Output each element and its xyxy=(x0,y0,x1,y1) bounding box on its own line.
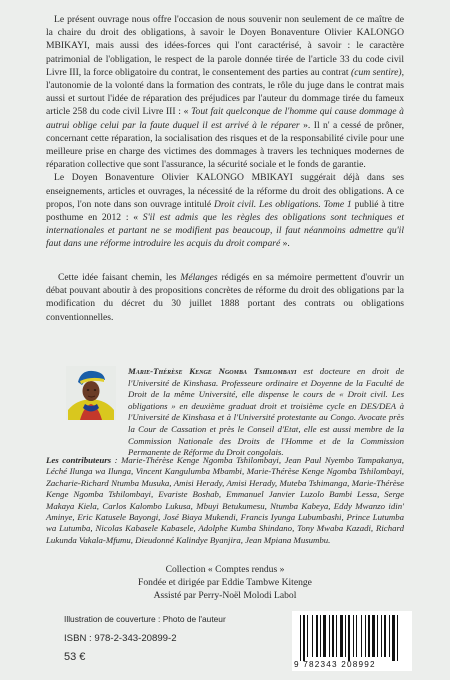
barcode-bar xyxy=(348,615,350,661)
isbn: ISBN : 978-2-343-20899-2 xyxy=(64,633,177,644)
latin-term: (cum sentire) xyxy=(351,66,402,78)
intro-text xyxy=(46,13,404,251)
intro-paragraph-1 xyxy=(46,13,404,171)
author-portrait-image xyxy=(66,366,116,420)
barcode-bar xyxy=(312,615,313,657)
text-run: , mais aussi des idées-forces qui l'ont caractérisé, à savoir : le caractère patrimonial de l'obligation, le respect de la parole donnée tirée de l'article 33 du code civil Livre III, la force obligatoire du contrat, le consentement des parties au contrat xyxy=(46,40,404,78)
barcode-bar xyxy=(368,615,370,657)
barcode-bar xyxy=(336,615,337,657)
contributors xyxy=(46,455,404,546)
bio-text: est docteure en droit de l'Université de Kinshasa. Professeure ordinaire et Doyenne de la Faculté de Droit de la même Université, elle dispense le cours de « Droit civil. Les obligations » en deuxième graduat droit et troisième cycle en DES/DEA à l'Université de Kinshasa et à l'Université protestante au Congo. Avocate près la Cour de Cassation et près le Conseil d'Etat, elle est aussi membre de la Commission Nationale des Droits de l'Homme et de la Commission Permanente de Réforme du Droit congolais. xyxy=(128,366,404,458)
honoree-name: KALONGO MBIKAYI xyxy=(196,172,293,184)
barcode-digits: 9 782343 208992 xyxy=(294,660,376,669)
barcode-bar xyxy=(389,615,390,657)
barcode-bar xyxy=(345,615,346,657)
barcode-bar xyxy=(307,615,308,657)
author-bio xyxy=(128,366,404,459)
barcode-bar xyxy=(372,615,375,657)
book-quote: S'il est admis que les règles des obligations sont techniques et internationales et partant ne se modifient pas beaucoup, il faut néanmoins admettre qu'il faut dans une réforme introduire les acquis du droit comparé xyxy=(46,212,404,250)
contributors-list: : Marie-Thérèse Kenge Ngomba Tshilombayi, Jean Paul Nyembo Tampakanya, Léché Ilunga wa Ilunga, Vincent Kangulumba Mbambi, Marie-Thérèse Kenge Ngomba Tshilombayi, Zacharie-Richard Ntumba Musuka, Amisi Herady, Amisi Herady, Muteba Tshimanga, Marie-Thérèse Kenge Ngomba Tshilombayi, Evariste Boshab, Emmanuel Janvier Luzolo Bambi Lessa, Serge Makaya Kiela, Carlos Kalombo Lukusa, Mbuyi Betukumesu, Ntumba Kabeya, Eddy Mwanzo idin' Aminye, Eric Katusele Bayongi, José Biaya Mukendi, Francis Iyunga Lubumbashi, Prince Lutumba wa Lutumba, Nicolas Kabasele Kabasele, Adolphe Kumba Shindano, Tony Mwaba Kazadi, Richard Lukunda Vakala-Mfumu, Dieudonné Kalindye Byanjira, Jean Mpiana Musumbu. xyxy=(46,455,404,545)
text-run: , l'autonomie de la volonté dans la formation des contrats, le rôle du juge dans le contrat mais aussi et surtout l'idée de réparation des préjudices par l'auteur du dommage tirée du fameux article 258 du code civil Livre III : « xyxy=(46,66,404,118)
text-run: Le présent ouvrage nous offre l'occasion de nous souvenir non seulement de ce maître de la chaire du droit des obligations, à savoir le Doyen Bonaventure Olivier xyxy=(46,14,404,39)
price: 53 € xyxy=(64,651,86,663)
text-run: rédigés en sa mémoire permettent d'ouvrir un débat pouvant aboutir à des propositions concrètes de réforme du droit des obligations par la modification du décret du 30 juillet 1888 portant des contrats ou obligations conventionnelles. xyxy=(46,272,404,323)
text-run: ». Il n' a cessé de prôner, concernant cette réparation, la socialisation des risques et de la responsabilité civile pour une meilleure prise en charge des victimes des dommages à travers les techniques modernes de réparation collective que sont l'assurance, la sécurité sociale et le fonds de garantie. xyxy=(46,119,404,171)
barcode-bar xyxy=(384,615,386,657)
barcode-bar xyxy=(353,615,354,657)
intro-paragraph-2 xyxy=(46,171,404,250)
cover-credit: Illustration de couverture : Photo de l'auteur xyxy=(64,614,226,624)
author-photo xyxy=(66,366,116,420)
barcode-bar xyxy=(300,615,301,661)
barcode-bar xyxy=(316,615,318,657)
collection-name: Collection « Comptes rendus » xyxy=(165,564,285,575)
text-run: publié à titre posthume en 2012 : « xyxy=(46,198,404,224)
barcode-bar xyxy=(303,615,305,661)
melanges-paragraph xyxy=(46,271,404,324)
barcode xyxy=(292,611,412,671)
author-name: Marie-Thérèse Kenge Ngomba Tshilombayi xyxy=(128,366,297,376)
barcode-bar xyxy=(381,615,382,657)
barcode-bar xyxy=(329,615,330,657)
barcode-bar xyxy=(377,615,378,657)
collection-assistant: Assisté par Perry-Noël Molodi Labol xyxy=(153,589,297,601)
text-run: ». xyxy=(280,238,290,250)
barcode-bar xyxy=(340,615,343,657)
melanges-title: Mélanges xyxy=(180,272,218,283)
barcode-bar xyxy=(356,615,357,657)
text-run: Cette idée faisant chemin, les xyxy=(58,272,181,283)
barcode-bar xyxy=(361,615,362,657)
barcode-bar xyxy=(323,615,326,657)
barcode-bar xyxy=(332,615,334,657)
barcode-bar xyxy=(397,615,398,661)
collection-info xyxy=(0,564,450,602)
barcode-bar xyxy=(392,615,395,661)
text-run: Le Doyen Bonaventure Olivier xyxy=(54,172,197,184)
collection-founder: Fondée et dirigée par Eddie Tambwe Kitenge xyxy=(138,576,312,588)
contributors-label: Les contributeurs xyxy=(46,455,112,465)
honoree-name: KALONGO MBIKAYI xyxy=(46,27,404,52)
article-quote: Tout fait quelconque de l'homme qui cause dommage à autrui oblige celui par la faute duquel il est arrivé à le réparer xyxy=(46,106,404,131)
barcode-bar xyxy=(320,615,321,657)
book-title: Droit civil. Les obligations. Tome 1 xyxy=(213,198,352,210)
text-run: suggérait déjà dans ses enseignements, articles et ouvrages, la nécessité de la réforme du droit des obligations. A ce propos, l'on note dans son ouvrage intitulé xyxy=(46,172,404,210)
barcode-bar xyxy=(365,615,366,657)
